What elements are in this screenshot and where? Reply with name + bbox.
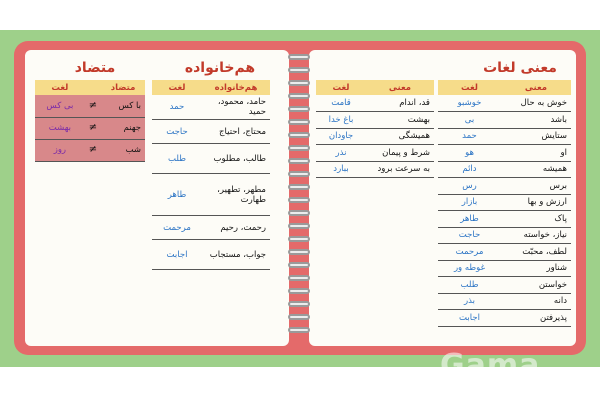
spiral-ring (288, 327, 310, 333)
table-row (35, 117, 145, 139)
family-word-cell: مرحمت (152, 216, 202, 240)
spiral-ring (288, 145, 310, 151)
family-related-cell: حامد، محمود، حمید (202, 95, 270, 120)
vocab-meaning-cell: او (501, 145, 571, 162)
vocab-word-cell: غوطه ور (438, 260, 501, 277)
family-word-cell: اجابت (152, 240, 202, 270)
vocab-meaning-cell: خواستن (501, 277, 571, 294)
family-word-cell: حمد (152, 95, 202, 120)
vocab-word-cell: حاجت (438, 227, 501, 244)
family-related-cell: مطهر، تطهیر، طهارت (202, 174, 270, 216)
antonym-pair-cell: جهنم (101, 117, 145, 139)
word-header: لغت (316, 80, 366, 95)
vocab-meaning-cell: به سرعت برود (366, 161, 434, 178)
vocab-meaning-cell: لطف، محبّت (501, 244, 571, 261)
spiral-ring (288, 210, 310, 216)
table-row (438, 244, 571, 261)
meaning-header: معنی (366, 80, 434, 95)
vocab-word-cell: بی (438, 112, 501, 129)
vocab-word-cell: نذر (316, 145, 366, 162)
spiral-ring (288, 301, 310, 307)
spiral-ring (288, 314, 310, 320)
antonym-word-cell: بی کس (35, 95, 85, 117)
spiral-ring (288, 184, 310, 190)
vocab-word-cell: خوشبو (438, 95, 501, 112)
family-section-title: هم‌خانواده (184, 60, 256, 76)
vocab-meaning-cell: دانه (501, 293, 571, 310)
vocab-meaning-cell: ستایش (501, 128, 571, 145)
antonym-section-title: متضاد (74, 60, 116, 76)
word-header: لغت (35, 80, 85, 95)
vocab-meaning-cell: همیشه (501, 161, 571, 178)
table-row (152, 240, 270, 270)
spiral-ring (288, 249, 310, 255)
family-table (152, 80, 270, 270)
word-header: لغت (152, 80, 202, 95)
vocab-section-title: معنی لغات (483, 60, 557, 76)
table-row (152, 174, 270, 216)
table-row (152, 144, 270, 174)
table-row (438, 112, 571, 129)
antonym-pair-cell: با کس (101, 95, 145, 117)
vocab-table-right (438, 80, 571, 327)
antonym-word-cell: روز (35, 139, 85, 161)
vocab-meaning-cell: باشد (501, 112, 571, 129)
vocab-meaning-cell: پذیرفتن (501, 310, 571, 327)
antonym-pair-cell: شب (101, 139, 145, 161)
table-row (438, 95, 571, 112)
family-word-cell: حاجت (152, 120, 202, 144)
spiral-ring (288, 80, 310, 86)
vocab-meaning-cell: بهشت (366, 112, 434, 129)
vocab-meaning-cell: برس (501, 178, 571, 195)
table-row (438, 211, 571, 228)
spiral-ring (288, 93, 310, 99)
vocab-word-cell: ببارد (316, 161, 366, 178)
word-header: لغت (438, 80, 501, 95)
table-row (438, 194, 571, 211)
table-row (316, 161, 434, 178)
table-row (35, 95, 145, 117)
vocab-word-cell: قامت (316, 95, 366, 112)
vocab-meaning-cell: ارزش و بها (501, 194, 571, 211)
vocab-meaning-cell: قد، اندام (366, 95, 434, 112)
table-row (438, 277, 571, 294)
not-equal-sign: ≠ (85, 95, 101, 117)
table-row (35, 139, 145, 161)
spiral-ring (288, 67, 310, 73)
table-row (438, 260, 571, 277)
spiral-ring (288, 132, 310, 138)
table-row (316, 112, 434, 129)
vocab-meaning-cell: شرط و پیمان (366, 145, 434, 162)
table-row (316, 95, 434, 112)
not-equal-sign: ≠ (85, 117, 101, 139)
family-header: هم‌خانواده (202, 80, 270, 95)
vocab-word-cell: جاودان (316, 128, 366, 145)
family-related-cell: محتاج، احتیاج (202, 120, 270, 144)
vocab-word-cell: اجابت (438, 310, 501, 327)
spiral-ring (288, 106, 310, 112)
table-row (316, 128, 434, 145)
vocab-word-cell: رس (438, 178, 501, 195)
antonym-table (35, 80, 145, 162)
meaning-header: معنی (501, 80, 571, 95)
vocab-meaning-cell: پاک (501, 211, 571, 228)
antonym-word-cell: بهشت (35, 117, 85, 139)
spiral-ring (288, 288, 310, 294)
vocab-meaning-cell: همیشگی (366, 128, 434, 145)
table-row (438, 293, 571, 310)
spiral-ring (288, 158, 310, 164)
spiral-ring (288, 262, 310, 268)
vocab-word-cell: بازار (438, 194, 501, 211)
table-row (438, 178, 571, 195)
vocab-word-cell: باغ خدا (316, 112, 366, 129)
vocab-meaning-cell: شناور (501, 260, 571, 277)
table-row (438, 161, 571, 178)
table-row (152, 216, 270, 240)
family-related-cell: رحمت، رحیم (202, 216, 270, 240)
vocab-word-cell: هو (438, 145, 501, 162)
table-row (438, 128, 571, 145)
spiral-ring (288, 119, 310, 125)
vocab-word-cell: طاهر (438, 211, 501, 228)
family-related-cell: طالب، مطلوب (202, 144, 270, 174)
spiral-ring (288, 236, 310, 242)
spiral-ring (288, 54, 310, 60)
not-equal-sign: ≠ (85, 139, 101, 161)
table-row (316, 145, 434, 162)
spiral-ring (288, 197, 310, 203)
spiral-binding (284, 54, 314, 344)
family-related-cell: جواب، مستجاب (202, 240, 270, 270)
vocab-word-cell: دائم (438, 161, 501, 178)
table-row (152, 95, 270, 120)
antonym-header: متضاد (101, 80, 145, 95)
spiral-ring (288, 275, 310, 281)
family-word-cell: طلب (152, 144, 202, 174)
gama-watermark: Gama (440, 348, 541, 383)
vocab-meaning-cell: خوش به حال (501, 95, 571, 112)
spiral-ring (288, 171, 310, 177)
table-row (438, 227, 571, 244)
vocab-meaning-cell: نیاز، خواسته (501, 227, 571, 244)
table-row (438, 310, 571, 327)
vocab-word-cell: مرحمت (438, 244, 501, 261)
spiral-ring (288, 223, 310, 229)
vocab-word-cell: حمد (438, 128, 501, 145)
table-row (438, 145, 571, 162)
vocab-word-cell: طلب (438, 277, 501, 294)
table-row (152, 120, 270, 144)
vocab-word-cell: بذر (438, 293, 501, 310)
sign-header (85, 80, 101, 95)
vocab-table-middle (316, 80, 434, 178)
family-word-cell: طاهر (152, 174, 202, 216)
